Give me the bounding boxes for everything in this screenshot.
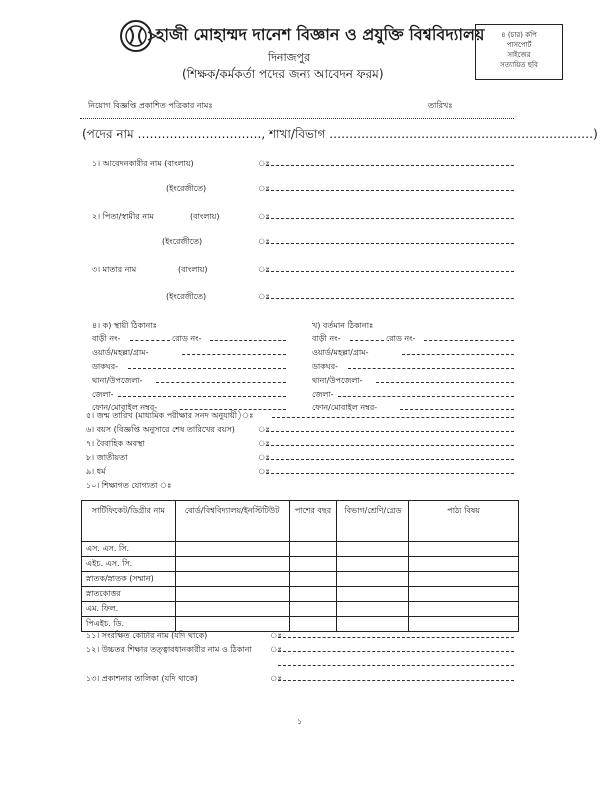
city-name: দিনাজপুর [268, 51, 311, 64]
perm-thana-label: থানা/উপজেলা- [92, 376, 143, 385]
col-header-board: বোর্ড/বিশ্ববিদ্যালয়/ইনস্টিটিউট [175, 501, 289, 542]
father-bangla-label: (বাংলায়) [190, 212, 220, 221]
cell-board[interactable] [175, 602, 289, 617]
colon: ঃ [258, 265, 270, 274]
table-row [82, 542, 519, 557]
perm-post-label: ডাকঘর- [92, 362, 119, 371]
perm-district-label: জেলা- [92, 390, 114, 399]
marital-status-line[interactable] [266, 445, 514, 446]
father-name-label: ২। পিতা/স্বামীর নাম [92, 212, 154, 221]
post-open: (পদের নাম [82, 127, 138, 141]
perm-house-line[interactable] [130, 340, 170, 341]
col-header-subject: পাঠ্য বিষয় [409, 501, 519, 542]
colon: ঃ [258, 453, 270, 462]
education-table [81, 500, 519, 632]
father-english-label: (ইংরেজীতে) [162, 237, 203, 246]
colon: ঃ [258, 184, 270, 193]
cell-subject[interactable] [409, 617, 519, 632]
table-row [82, 557, 519, 572]
cell-subject[interactable] [409, 572, 519, 587]
table-row [82, 602, 519, 617]
nationality-line[interactable] [266, 459, 514, 460]
age-label: ৬। বয়স (বিজ্ঞপ্তি অনুসারে শেষ তারিখের বয়স) [86, 425, 235, 434]
quota-line[interactable] [278, 637, 514, 638]
education-label: ১০। শিক্ষাগত যোগ্যতা ঃ [86, 481, 172, 490]
date-label: তারিখঃ [428, 101, 453, 110]
perm-phone-label: ফোন/মোবাইল নম্বর- [92, 403, 158, 412]
cell-subject[interactable] [409, 587, 519, 602]
pres-ward-label: ওয়ার্ড/মহল্লা/গ্রাম- [312, 348, 369, 357]
ad-line-rule [80, 118, 514, 119]
perm-road-label: রোড নং- [172, 334, 202, 343]
cell-subject[interactable] [409, 542, 519, 557]
pres-phone-line[interactable] [400, 409, 514, 410]
cell-board[interactable] [175, 557, 289, 572]
cell-year[interactable] [289, 602, 337, 617]
permanent-address-title: ৪। ক) স্থায়ী ঠিকানাঃ [92, 321, 157, 330]
perm-road-line[interactable] [210, 340, 286, 341]
colon: ঃ [270, 631, 282, 640]
cell-year[interactable] [289, 542, 337, 557]
table-header-row [82, 501, 519, 542]
page-number: ১ [297, 717, 303, 726]
pres-house-label: বাড়ী নং- [312, 334, 341, 343]
colon: ঃ [270, 645, 282, 654]
row-label: পিএইচ. ডি. [82, 617, 176, 632]
row-label: এস. এস. সি. [82, 542, 176, 557]
religion-line[interactable] [266, 473, 514, 474]
row-label: এম. ফিল. [82, 602, 176, 617]
pres-road-line[interactable] [424, 340, 514, 341]
birth-date-line[interactable] [272, 417, 514, 418]
col-header-certificate: সার্টিফিকেট/ডিগ্রীর নাম [82, 501, 176, 542]
cell-board[interactable] [175, 542, 289, 557]
marital-status-label: ৭। বৈবাহিক অবস্থা [86, 439, 145, 448]
applicant-english-label: (ইংরেজীতে) [166, 184, 207, 193]
supervisor-line-2[interactable] [278, 665, 514, 666]
table-row [82, 587, 519, 602]
supervisor-line-1[interactable] [278, 651, 514, 652]
perm-district-line[interactable] [118, 396, 286, 397]
row-label: স্নাতকোত্তর [82, 587, 176, 602]
mother-name-english-line[interactable] [266, 298, 514, 299]
row-label: এইচ. এস. সি. [82, 557, 176, 572]
cell-subject[interactable] [409, 602, 519, 617]
post-close: ) [593, 127, 598, 141]
branch-dots[interactable]: ………………………………………………………… [329, 127, 594, 141]
post-name-dots[interactable]: …………………………. [137, 127, 262, 141]
row-label: স্নাতক/স্নাতক (সম্মান) [82, 572, 176, 587]
cell-year[interactable] [289, 572, 337, 587]
colon: ঃ [258, 425, 270, 434]
age-line[interactable] [266, 431, 514, 432]
present-address-title: খ) বর্তমান ঠিকানাঃ [312, 321, 374, 330]
col-header-grade: বিভাগ/শ্রেণি/গ্রেড [337, 501, 409, 542]
cell-grade[interactable] [337, 542, 409, 557]
photo-box: ৪ (চার) কপি পাসপোর্ট সাইজের সত্যায়িত ছবি [475, 24, 563, 80]
perm-ward-label: ওয়ার্ড/মহল্লা/গ্রাম- [92, 348, 149, 357]
pres-phone-label: ফোন/মোবাইল নম্বর- [312, 403, 378, 412]
cell-grade[interactable] [337, 572, 409, 587]
cell-grade[interactable] [337, 617, 409, 632]
pres-road-label: রোড নং- [386, 334, 416, 343]
quota-label: ১১। সংরক্ষিত কোটার নাম (যদি থাকে) [86, 631, 208, 640]
pres-ward-line[interactable] [402, 354, 514, 355]
cell-grade[interactable] [337, 602, 409, 617]
mother-english-label: (ইংরেজীতে) [166, 292, 207, 301]
cell-grade[interactable] [337, 587, 409, 602]
cell-board[interactable] [175, 587, 289, 602]
father-name-bangla-line[interactable] [266, 218, 514, 219]
applicant-name-english-line[interactable] [266, 190, 514, 191]
applicant-name-bangla-line[interactable] [266, 165, 514, 166]
pres-house-line[interactable] [350, 340, 384, 341]
pres-post-label: ডাকঘর- [312, 362, 339, 371]
nationality-label: ৮। জাতীয়তা [86, 453, 128, 462]
newspaper-label: নিয়োগ বিজ্ঞপ্তি প্রকাশিত পত্রিকার নামঃ [88, 101, 213, 110]
publications-label: ১৩। প্রকাশনার তালিকা (যদি থাকে) [86, 674, 198, 683]
father-name-english-line[interactable] [266, 243, 514, 244]
mother-name-bangla-line[interactable] [266, 271, 514, 272]
branch-label: , শাখা/বিভাগ [261, 127, 330, 141]
cell-year[interactable] [289, 587, 337, 602]
pres-thana-label: থানা/উপজেলা- [312, 376, 363, 385]
university-name: হাজী মোহাম্মদ দানেশ বিজ্ঞান ও প্রযুক্তি বিশ্ববিদ্যালয় [156, 25, 485, 44]
colon: ঃ [258, 467, 270, 476]
cell-board[interactable] [175, 572, 289, 587]
pres-thana-line[interactable] [376, 382, 514, 383]
mother-name-label: ৩। মাতার নাম [92, 265, 137, 274]
university-logo-icon [118, 18, 158, 54]
cell-year[interactable] [289, 557, 337, 572]
publications-line[interactable] [278, 680, 514, 681]
perm-house-label: বাড়ী নং- [92, 334, 121, 343]
pres-district-label: জেলা- [312, 390, 334, 399]
pres-district-line[interactable] [338, 396, 514, 397]
table-row [82, 572, 519, 587]
cell-year[interactable] [289, 617, 337, 632]
mother-bangla-label: (বাংলায়) [178, 265, 208, 274]
perm-post-line[interactable] [128, 368, 286, 369]
colon: ঃ [258, 292, 270, 301]
cell-subject[interactable] [409, 557, 519, 572]
colon: ঃ [258, 237, 270, 246]
colon: ঃ [258, 439, 270, 448]
col-header-year: পাশের বছর [289, 501, 337, 542]
applicant-name-label: ১। আবেদনকারীর নাম (বাংলায়) [92, 159, 194, 168]
pres-post-line[interactable] [348, 368, 514, 369]
colon: ঃ [258, 159, 270, 168]
religion-label: ৯। ধর্ম [86, 467, 106, 476]
post-line [82, 126, 598, 146]
colon: ঃ [258, 212, 270, 221]
birth-date-label: ৫। জন্ম তারিখ (মাধ্যমিক পরীক্ষার সনদ অনুযায়ী)ঃ [86, 411, 254, 420]
perm-thana-line[interactable] [156, 382, 286, 383]
perm-ward-line[interactable] [182, 354, 286, 355]
supervisor-label: ১২। উচ্চতর শিক্ষার তত্ত্বাবধানকারীর নাম ও ঠিকানা [86, 645, 252, 654]
colon: ঃ [270, 674, 282, 683]
cell-grade[interactable] [337, 557, 409, 572]
form-title: (শিক্ষক/কর্মকর্তা পদের জন্য আবেদন ফরম) [182, 67, 384, 81]
